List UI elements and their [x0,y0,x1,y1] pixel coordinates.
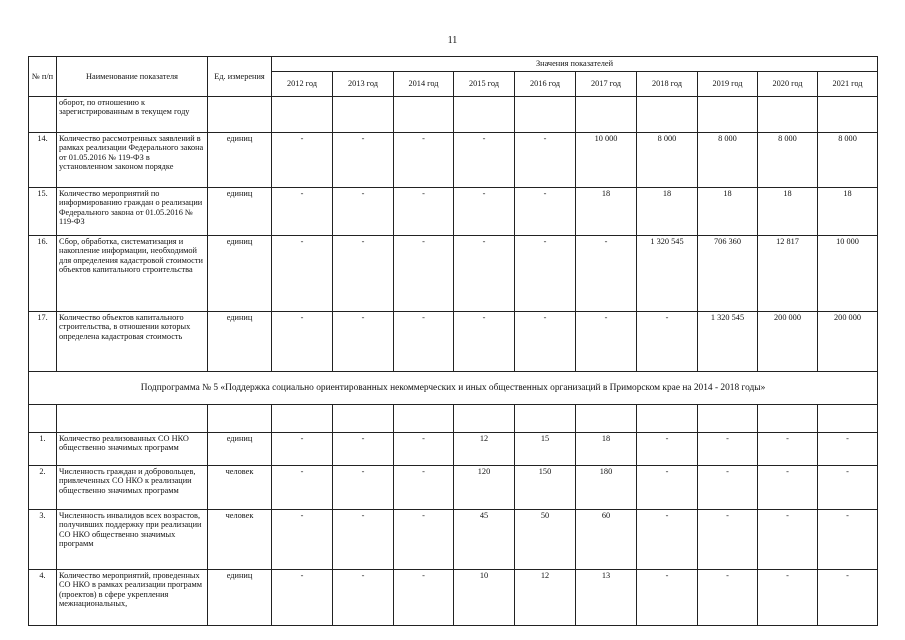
header-name: Наименование показателя [57,57,208,97]
blank-cell [698,405,758,433]
indicator-name: Численность граждан и добровольцев, привлеченных СО НКО к реализации общественно значимых программ [57,466,208,510]
indicator-value: - [637,433,698,466]
header-year: 2015 год [454,72,515,97]
unit-of-measure: человек [208,510,272,570]
table-row [29,433,878,466]
indicator-value: 50 [515,510,576,570]
indicator-value: - [698,466,758,510]
indicator-value: 10 [454,570,515,626]
unit-of-measure: единиц [208,236,272,312]
blank-cell [576,405,637,433]
indicator-name: Количество мероприятий, проведенных СО НКО в рамках реализации программ (проектов) в сфере укрепления межнациональных, [57,570,208,626]
indicator-value: - [515,236,576,312]
indicator-value: 13 [576,570,637,626]
indicator-value: - [272,466,333,510]
indicator-value: - [637,510,698,570]
indicator-value [394,97,454,133]
blank-cell [29,405,57,433]
unit-of-measure: единиц [208,433,272,466]
indicator-value: - [818,433,878,466]
indicator-value: - [698,510,758,570]
indicator-value [576,97,637,133]
header-year: 2020 год [758,72,818,97]
row-number: 1. [29,433,57,466]
indicator-value: 60 [576,510,637,570]
indicator-value: - [758,510,818,570]
indicator-value: - [454,188,515,236]
indicator-value: 8 000 [637,133,698,188]
row-number: 15. [29,188,57,236]
indicator-value: - [394,312,454,372]
indicator-name: Численность инвалидов всех возрастов, получивших поддержку при реализации СО НКО общественно значимых программ [57,510,208,570]
indicator-name: оборот, по отношению к зарегистрированным в текущем году [57,97,208,133]
indicator-value: 18 [758,188,818,236]
indicator-value: 200 000 [818,312,878,372]
indicator-value: - [333,466,394,510]
indicator-value: 1 320 545 [698,312,758,372]
indicator-value: - [454,312,515,372]
indicator-value [454,97,515,133]
row-number: 4. [29,570,57,626]
indicator-value: - [394,570,454,626]
indicator-value: - [394,133,454,188]
indicator-value: 12 817 [758,236,818,312]
table-row [29,188,878,236]
indicator-value: - [394,188,454,236]
indicator-value: - [515,312,576,372]
indicator-value: 8 000 [758,133,818,188]
header-year: 2019 год [698,72,758,97]
table-row [29,466,878,510]
indicator-value: - [394,236,454,312]
indicator-value: - [272,510,333,570]
blank-cell [758,405,818,433]
unit-of-measure: единиц [208,570,272,626]
row-number: 3. [29,510,57,570]
indicator-value [637,97,698,133]
indicator-value: 180 [576,466,637,510]
header-year: 2014 год [394,72,454,97]
indicator-value: 150 [515,466,576,510]
indicator-value: - [333,570,394,626]
blank-cell [637,405,698,433]
indicator-value: - [394,510,454,570]
indicator-value: - [333,188,394,236]
indicator-value: 10 000 [818,236,878,312]
indicator-value: - [333,312,394,372]
table-row [29,312,878,372]
indicator-value: - [758,433,818,466]
indicator-value: 120 [454,466,515,510]
indicator-value: - [698,570,758,626]
indicator-value: 18 [637,188,698,236]
blank-cell [272,405,333,433]
indicator-value: - [454,236,515,312]
indicator-value: 18 [576,188,637,236]
indicator-value [698,97,758,133]
indicator-value: - [333,510,394,570]
page-number: 11 [447,35,458,46]
indicator-value [333,97,394,133]
indicator-value: - [272,133,333,188]
section-row [29,372,878,405]
header-year: 2016 год [515,72,576,97]
indicator-value: - [818,510,878,570]
indicator-value: 45 [454,510,515,570]
header-year: 2012 год [272,72,333,97]
indicator-value: 10 000 [576,133,637,188]
row-number: 16. [29,236,57,312]
indicator-value: 200 000 [758,312,818,372]
indicator-value: 8 000 [698,133,758,188]
unit-of-measure: единиц [208,312,272,372]
indicator-value: 18 [698,188,758,236]
indicator-value: - [333,433,394,466]
indicator-name: Количество мероприятий по информированию граждан о реализации Федерального закона от 01.05.2016 № 119-ФЗ [57,188,208,236]
indicator-value: 18 [576,433,637,466]
blank-row [29,405,878,433]
indicator-value [515,97,576,133]
indicator-name: Количество объектов капитального строительства, в отношении которых определена кадастровая стоимость [57,312,208,372]
indicator-value: - [758,570,818,626]
header-unit: Ед. измерения [208,57,272,97]
indicator-name: Количество реализованных СО НКО общественно значимых программ [57,433,208,466]
indicator-value: - [394,466,454,510]
indicator-value: - [818,570,878,626]
unit-of-measure: единиц [208,133,272,188]
indicator-value: 12 [515,570,576,626]
table-row [29,97,878,133]
indicator-value: 8 000 [818,133,878,188]
indicator-name: Количество рассмотренных заявлений в рамках реализации Федерального закона от 01.05.2016 № 119-ФЗ в установленном законом порядке [57,133,208,188]
table-row [29,570,878,626]
indicator-value: 12 [454,433,515,466]
indicator-value: - [576,236,637,312]
blank-cell [454,405,515,433]
header-year: 2018 год [637,72,698,97]
row-number: 17. [29,312,57,372]
indicator-value: 1 320 545 [637,236,698,312]
table-row [29,133,878,188]
indicator-value: 15 [515,433,576,466]
indicator-value [818,97,878,133]
unit-of-measure [208,97,272,133]
indicator-value: - [698,433,758,466]
indicator-value: - [333,236,394,312]
header-values-group: Значения показателей [272,57,878,72]
indicator-value: - [637,312,698,372]
table-row [29,236,878,312]
indicator-value: - [576,312,637,372]
header-year: 2017 год [576,72,637,97]
indicator-value: - [272,433,333,466]
indicator-value: 706 360 [698,236,758,312]
blank-cell [57,405,208,433]
indicator-value: - [272,570,333,626]
indicator-value [272,97,333,133]
indicator-value: - [394,433,454,466]
unit-of-measure: единиц [208,188,272,236]
indicator-value: - [272,188,333,236]
row-number: 2. [29,466,57,510]
indicator-value: - [637,466,698,510]
row-number [29,97,57,133]
subprogram-title: Подпрограмма № 5 «Поддержка социально ориентированных некоммерческих и иных общественных организаций в Приморском крае на 2014 - 2018 годы» [29,372,878,405]
blank-cell [208,405,272,433]
indicator-value: - [272,312,333,372]
row-number: 14. [29,133,57,188]
unit-of-measure: человек [208,466,272,510]
blank-cell [333,405,394,433]
header-year: 2021 год [818,72,878,97]
blank-cell [515,405,576,433]
indicator-value: - [637,570,698,626]
header-year: 2013 год [333,72,394,97]
blank-cell [394,405,454,433]
indicator-value: - [515,188,576,236]
table-row [29,510,878,570]
indicator-value [758,97,818,133]
indicator-value: - [454,133,515,188]
indicator-value: - [272,236,333,312]
indicator-name: Сбор, обработка, систематизация и накопление информации, необходимой для определения кадастровой стоимости объектов капитального строительства [57,236,208,312]
indicator-value: - [758,466,818,510]
blank-cell [818,405,878,433]
indicator-value: 18 [818,188,878,236]
indicator-value: - [333,133,394,188]
indicators-table [28,56,878,626]
indicator-value: - [515,133,576,188]
indicator-value: - [818,466,878,510]
header-num: № п/п [29,57,57,97]
